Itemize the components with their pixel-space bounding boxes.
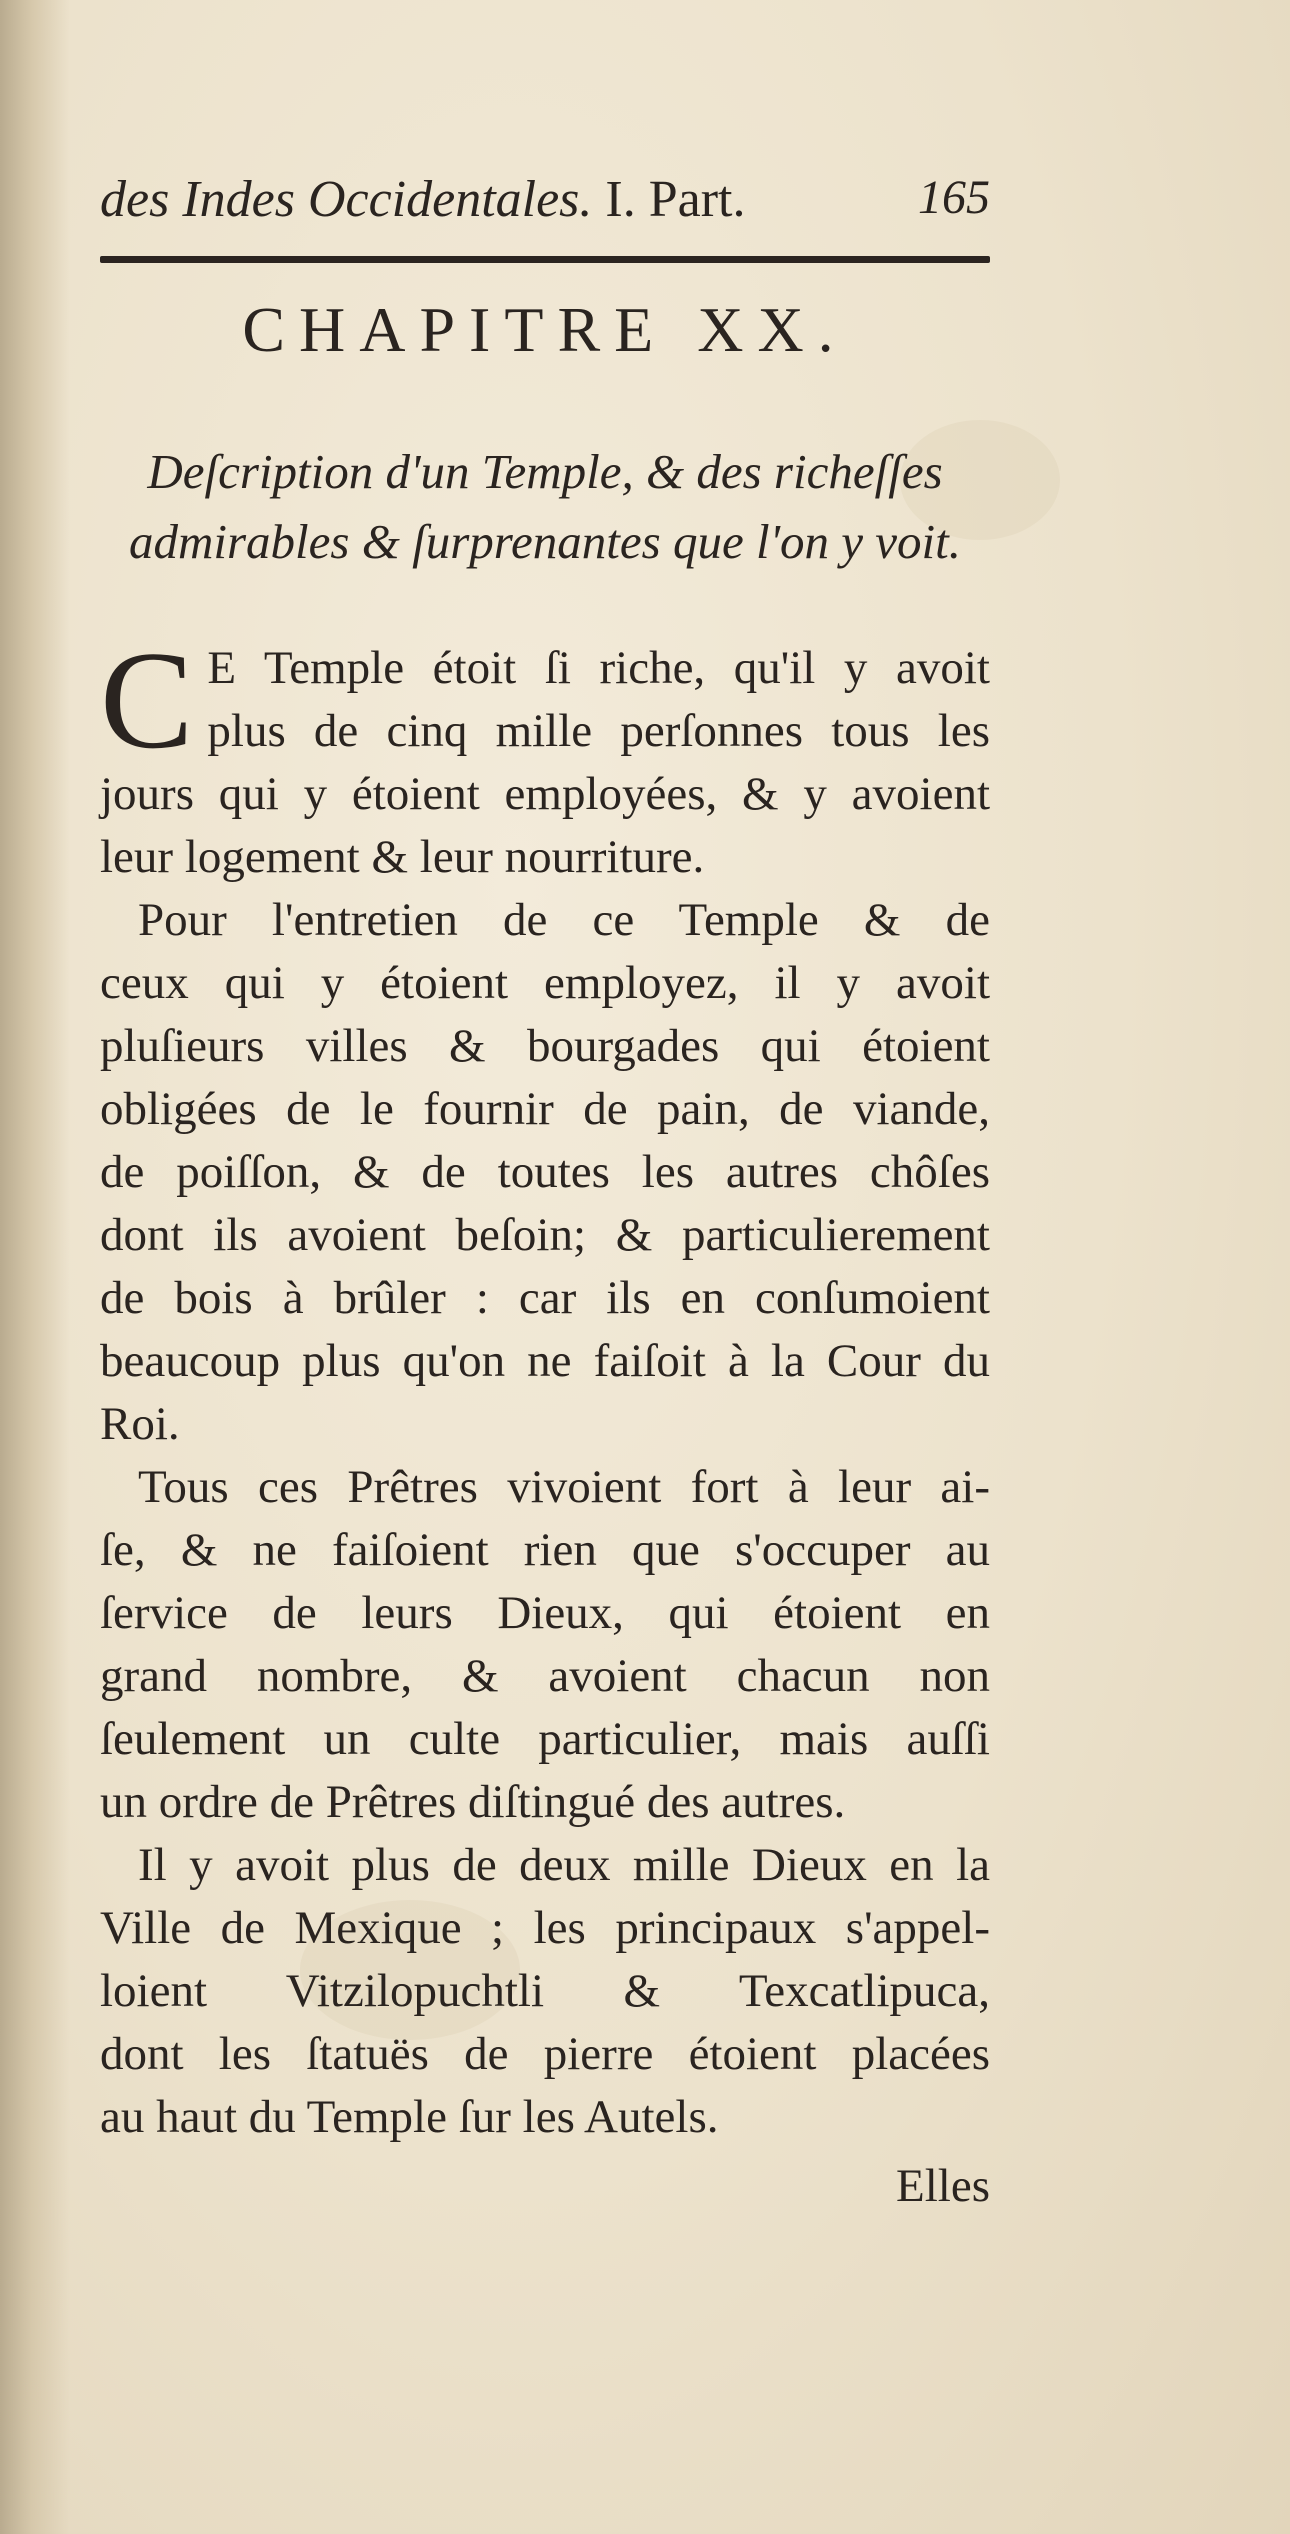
- text-line: ceux qui y étoient employez, il y avoit: [100, 957, 990, 1009]
- running-title: [100, 170, 746, 229]
- paragraph-1: [100, 623, 990, 889]
- text-line: de poiſſon, & de toutes les autres chôſes: [100, 1146, 990, 1198]
- text-line: beaucoup plus qu'on ne faiſoit à la Cour du: [100, 1335, 990, 1387]
- catchword: Elles: [896, 2160, 990, 2212]
- text-line: un ordre de Prêtres diſtingué des autres.: [100, 1776, 846, 1828]
- text-line: Tous ces Prêtres vivoient fort à leur ai-: [138, 1461, 990, 1513]
- text-line: leur logement & leur nourriture.: [100, 831, 705, 883]
- text-line: Il y avoit plus de deux mille Dieux en la: [138, 1839, 990, 1891]
- text-line: dont ils avoient beſoin; & particulierement: [100, 1209, 990, 1261]
- paragraph-4: [100, 1834, 990, 2149]
- text-line: grand nombre, & avoient chacun non: [100, 1650, 990, 1702]
- binding-shadow: [0, 0, 70, 2534]
- text-line: E Temple étoit ſi riche, qu'il y avoit: [207, 642, 990, 694]
- text-line: jours qui y étoient employées, & y avoient: [100, 768, 990, 820]
- text-line: ſe, & ne faiſoient rien que s'occuper au: [100, 1524, 990, 1576]
- text-line: au haut du Temple ſur les Autels.: [100, 2091, 719, 2143]
- text-line: pluſieurs villes & bourgades qui étoient: [100, 1020, 990, 1072]
- text-line: ſeulement un culte particulier, mais auſſi: [100, 1713, 990, 1765]
- subtitle-line: Deſcription d'un Temple, & des richeſſes: [147, 444, 943, 499]
- text-line: obligées de le fournir de pain, de viande,: [100, 1083, 990, 1135]
- running-title-part: I. Part.: [592, 171, 746, 228]
- running-title-italic: des Indes Occidentales.: [100, 171, 593, 228]
- drop-cap: C: [100, 623, 194, 778]
- text-line: dont les ſtatuës de pierre étoient placées: [100, 2028, 990, 2080]
- running-head: [100, 150, 990, 240]
- paragraph-3: [100, 1456, 990, 1834]
- text-line: de bois à brûler : car ils en conſumoient: [100, 1272, 990, 1324]
- text-line: Pour l'entretien de ce Temple & de: [138, 894, 990, 946]
- paragraph-2: [100, 889, 990, 1456]
- text-line: loient Vitzilopuchtli & Texcatlipuca,: [100, 1965, 990, 2017]
- text-line: Ville de Mexique ; les principaux s'appel-: [100, 1902, 990, 1954]
- text-line: plus de cinq mille perſonnes tous les: [207, 705, 990, 757]
- chapter-subtitle: [100, 437, 990, 577]
- page-content: [100, 150, 990, 2218]
- text-line: ſervice de leurs Dieux, qui étoient en: [100, 1587, 990, 1639]
- header-rule: [100, 256, 990, 263]
- page-number: 165: [918, 171, 990, 224]
- subtitle-line: admirables & ſurprenantes que l'on y voit.: [128, 514, 962, 569]
- chapter-heading: CHAPITRE XX.: [242, 294, 848, 365]
- text-line: Roi.: [100, 1398, 180, 1450]
